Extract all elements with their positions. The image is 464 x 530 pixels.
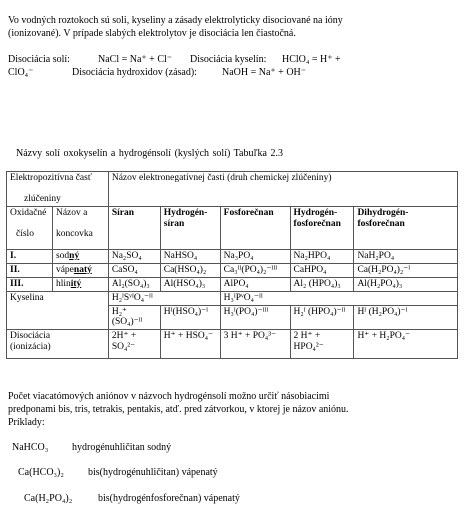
formula-cell: Na₃PO₄ [220, 249, 290, 263]
dissociation-line: 2 H⁺ + [293, 331, 321, 342]
formula-cell: Al(H₂PO₄)₃ [354, 277, 458, 291]
kyselina-phosphoric: H₃ᴵPᵛO₄⁻ᴵᴵ [220, 291, 457, 305]
kyselina-label: Kyselina [7, 291, 109, 330]
formula-cell: Na₂HPO₄ [290, 249, 354, 263]
name-suffix: natý [73, 264, 92, 275]
header-electropositive [7, 172, 109, 207]
table-row [7, 263, 458, 277]
example-2-name: bis(hydrogénuhličitan) vápenatý [88, 467, 218, 478]
formula-cell: AlPO₄ [220, 277, 290, 291]
dissociation-cell [220, 330, 290, 359]
acid-ion-cell: H₂⁺ (SO₄)⁻ᴵᴵ [108, 305, 160, 330]
name-stem: vápe [55, 264, 74, 275]
dissociation-label-line2: (ionizácia) [10, 342, 51, 353]
col-dihydrogenfosforecnan: Dihydrogén-fosforečnan [354, 206, 458, 249]
name-suffix: ný [69, 250, 80, 261]
formula-cell: Al(HSO₄)₃ [160, 277, 220, 291]
table-row [7, 249, 458, 263]
header-electronegative: Názov elektronegatívnej časti (druh chemickej zlúčeniny) [108, 172, 457, 207]
formula-cell: CaSO₄ [108, 263, 160, 277]
acid-ion-cell: Hᴵ (H₂PO₄)⁻ᴵ [354, 305, 458, 330]
col-hydrogenfosforecnan: Hydrogén-fosforečnan [290, 206, 354, 249]
table-header-row [7, 172, 458, 207]
kyselina-sulfuric: H₂ᴵSᵛᴵO₄⁻ᴵᴵ [108, 291, 220, 305]
salt-dissociation-label: Disociácia solí: [8, 54, 70, 65]
ox-cell: I. [7, 249, 53, 263]
dissociation-line: HPO₄²⁻ [293, 342, 324, 353]
dissociation-cell [290, 330, 354, 359]
table-row [7, 277, 458, 291]
formula-cell: Na₂SO₄ [108, 249, 160, 263]
acid-dissociation-equation-cont: ClO₄⁻ [8, 67, 34, 78]
footer-line-2: predponami bis, tris, tetrakis, pentakis, atď. pred zátvorkou, v ktorej je názov aniónu. [8, 404, 349, 415]
footer-line-3: Príklady: [8, 417, 45, 428]
dissociation-label [7, 330, 109, 359]
example-1-name: hydrogénuhličitan sodný [72, 442, 172, 453]
header-electropositive-line1: Elektropozitívna časť [10, 173, 92, 183]
formula-cell: Al₂(SO₄)₃ [108, 277, 160, 291]
dissociation-line: 2H⁺ + [111, 331, 137, 342]
example-3-name: bis(hydrogénfosforečnan) vápenatý [98, 493, 240, 504]
header-electropositive-line2: zlúčeniny [24, 193, 61, 204]
acid-dissociation-equation: HClO₄ = H⁺ + [282, 54, 341, 65]
intro-line-1: Vo vodných roztokoch sú soli, kyseliny a zásady elektrolyticky disociované na ióny [8, 15, 343, 26]
col-name-line1: Názov a [55, 207, 88, 218]
formula-cell: NaHSO₄ [160, 249, 220, 263]
formula-cell: Ca(H₂PO₄)₂⁻ᴵ [354, 263, 458, 277]
ox-cell: III. [7, 277, 53, 291]
dissociation-cell [108, 330, 160, 359]
dissociation-cell [354, 330, 458, 359]
salt-dissociation-equation: NaCl = Na⁺ + Cl⁻ [98, 54, 173, 65]
dissociation-cell [160, 330, 220, 359]
col-fosforecnan: Fosforečnan [220, 206, 290, 249]
example-2-formula: Ca(HCO₃)₂ [18, 467, 64, 478]
formula-cell: Ca(HSO₄)₂ [160, 263, 220, 277]
formula-cell: NaH₂PO₄ [354, 249, 458, 263]
col-siran: Síran [108, 206, 160, 249]
base-dissociation-equation: NaOH = Na⁺ + OH⁻ [222, 67, 307, 78]
formula-cell: Ca₃ᴵᴵ(PO₄)₂⁻ᴵᴵᴵ [220, 263, 290, 277]
acid-dissociation-label: Disociácia kyselín: [190, 54, 267, 65]
name-stem: hlin [55, 278, 71, 289]
acid-ion-cell: H₂ᴵ (HPO₄)⁻ᴵᴵ [290, 305, 354, 330]
intro-line-2: (ionizované). V prípade slabých elektrolytov je disociácia len čiastočná. [8, 28, 296, 39]
acid-ion-cell: H₃ᴵ(PO₄)⁻ᴵᴵᴵ [220, 305, 290, 330]
name-cell [52, 277, 108, 291]
col-name-line2: koncovka [55, 228, 93, 239]
col-oxidation-number [7, 206, 53, 249]
base-dissociation-label: Disociácia hydroxidov (zásad): [72, 67, 197, 78]
formula-cell: CaHPO₄ [290, 263, 354, 277]
acid-ion-cell: Hᴵ(HSO₄)⁻ᴵ [160, 305, 220, 330]
salts-table [6, 171, 458, 359]
table-title: Názvy solí oxokyselín a hydrogénsolí (kyslých solí) Tabuľka 2.3 [16, 148, 283, 159]
col-oxidation-line2: číslo [16, 228, 34, 239]
dissociation-line: 3 H⁺ + PO₄³⁻ [223, 331, 277, 342]
col-oxidation-line1: Oxidačné [10, 207, 47, 218]
col-name-ending [52, 206, 108, 249]
example-3-formula: Ca(H₂PO₄)₂ [24, 493, 73, 504]
name-suffix: itý [70, 278, 82, 289]
dissociation-line: H⁺ + HSO₄⁻ [163, 331, 214, 342]
example-1-formula: NaHCO₃ [12, 442, 49, 453]
dissociation-line: H⁺ + H₂PO₄⁻ [357, 331, 411, 342]
dissociation-label-line1: Disociácia [10, 331, 51, 342]
table-row-kyselina [7, 291, 458, 305]
col-hydrogensiran: Hydrogén-síran [160, 206, 220, 249]
name-cell [52, 249, 108, 263]
table-row-dissociation [7, 330, 458, 359]
footer-line-1: Počet viacatómových aniónov v názvoch hydrogénsolí možno určiť násobiacimi [8, 391, 330, 402]
formula-cell: Al₂ (HPO₄)₃ [290, 277, 354, 291]
ox-cell: II. [7, 263, 53, 277]
name-cell [52, 263, 108, 277]
dissociation-line: SO₄²⁻ [111, 342, 136, 353]
name-stem: sod [55, 250, 70, 261]
table-column-header-row [7, 206, 458, 249]
